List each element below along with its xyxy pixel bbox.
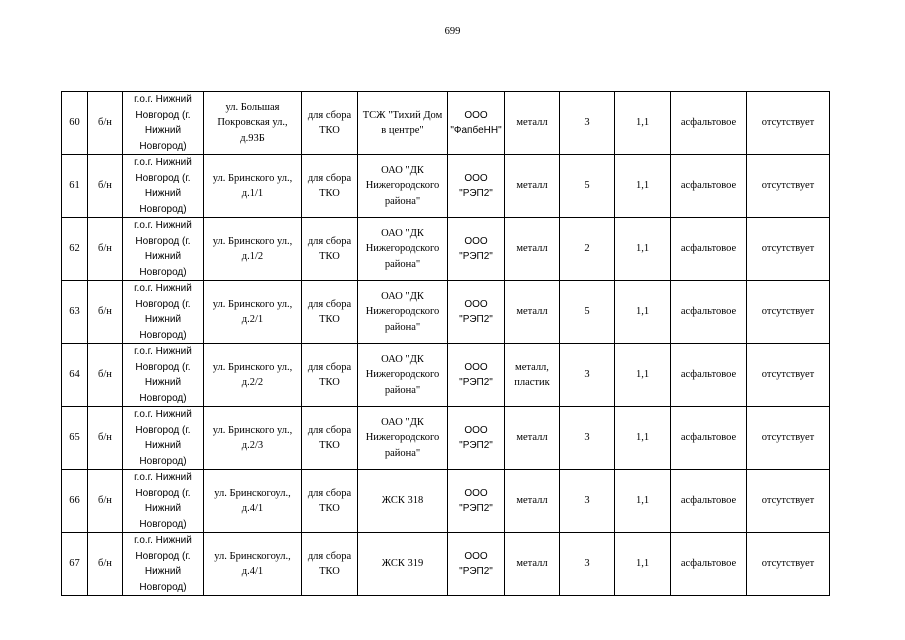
cell-municipality: г.о.г. Нижний Новгород (г. Нижний Новгород) bbox=[123, 533, 204, 596]
page-number: 699 bbox=[444, 26, 461, 37]
cell-container-material: металл bbox=[505, 407, 560, 470]
cell-surface-type: асфальтовое bbox=[671, 218, 747, 281]
cell-municipality: г.о.г. Нижний Новгород (г. Нижний Новгород) bbox=[123, 407, 204, 470]
cell-address: ул. Бринского ул., д.2/3 bbox=[204, 407, 302, 470]
cell-number: 65 bbox=[62, 407, 88, 470]
cell-container-volume: 1,1 bbox=[615, 470, 671, 533]
cell-fence: отсутствует bbox=[747, 92, 830, 155]
cell-container-count: 5 bbox=[560, 155, 615, 218]
cell-registry-number: б/н bbox=[88, 155, 123, 218]
cell-operator: ООО "РЭП2" bbox=[448, 470, 505, 533]
cell-fence: отсутствует bbox=[747, 155, 830, 218]
cell-number: 66 bbox=[62, 470, 88, 533]
cell-owner: ОАО "ДК Нижегородского района" bbox=[358, 218, 448, 281]
cell-surface-type: асфальтовое bbox=[671, 92, 747, 155]
cell-address: ул. Большая Покровская ул., д.93Б bbox=[204, 92, 302, 155]
cell-surface-type: асфальтовое bbox=[671, 155, 747, 218]
cell-registry-number: б/н bbox=[88, 92, 123, 155]
cell-fence: отсутствует bbox=[747, 344, 830, 407]
cell-container-volume: 1,1 bbox=[615, 344, 671, 407]
waste-sites-table bbox=[61, 91, 830, 596]
cell-container-count: 3 bbox=[560, 92, 615, 155]
cell-registry-number: б/н bbox=[88, 533, 123, 596]
cell-container-count: 3 bbox=[560, 344, 615, 407]
cell-municipality: г.о.г. Нижний Новгород (г. Нижний Новгород) bbox=[123, 155, 204, 218]
cell-container-count: 3 bbox=[560, 533, 615, 596]
cell-address: ул. Бринскогоул., д.4/1 bbox=[204, 470, 302, 533]
cell-purpose: для сбора ТКО bbox=[302, 407, 358, 470]
cell-fence: отсутствует bbox=[747, 218, 830, 281]
cell-purpose: для сбора ТКО bbox=[302, 281, 358, 344]
cell-number: 60 bbox=[62, 92, 88, 155]
cell-registry-number: б/н bbox=[88, 218, 123, 281]
cell-owner: ЖСК 319 bbox=[358, 533, 448, 596]
cell-owner: ЖСК 318 bbox=[358, 470, 448, 533]
cell-purpose: для сбора ТКО bbox=[302, 470, 358, 533]
cell-container-material: металл bbox=[505, 470, 560, 533]
cell-container-volume: 1,1 bbox=[615, 533, 671, 596]
cell-address: ул. Бринскогоул., д.4/1 bbox=[204, 533, 302, 596]
cell-address: ул. Бринского ул., д.1/1 bbox=[204, 155, 302, 218]
cell-registry-number: б/н bbox=[88, 407, 123, 470]
cell-operator: ООО "РЭП2" bbox=[448, 407, 505, 470]
cell-fence: отсутствует bbox=[747, 281, 830, 344]
cell-container-volume: 1,1 bbox=[615, 218, 671, 281]
cell-fence: отсутствует bbox=[747, 407, 830, 470]
table-row bbox=[62, 533, 830, 596]
cell-owner: ОАО "ДК Нижегородского района" bbox=[358, 281, 448, 344]
cell-address: ул. Бринского ул., д.1/2 bbox=[204, 218, 302, 281]
cell-purpose: для сбора ТКО bbox=[302, 92, 358, 155]
cell-registry-number: б/н bbox=[88, 470, 123, 533]
cell-container-volume: 1,1 bbox=[615, 407, 671, 470]
cell-fence: отсутствует bbox=[747, 533, 830, 596]
cell-number: 64 bbox=[62, 344, 88, 407]
cell-container-count: 3 bbox=[560, 470, 615, 533]
table-row bbox=[62, 281, 830, 344]
cell-container-volume: 1,1 bbox=[615, 92, 671, 155]
cell-container-material: металл bbox=[505, 92, 560, 155]
cell-municipality: г.о.г. Нижний Новгород (г. Нижний Новгород) bbox=[123, 281, 204, 344]
cell-operator: ООО "РЭП2" bbox=[448, 218, 505, 281]
cell-purpose: для сбора ТКО bbox=[302, 533, 358, 596]
cell-number: 67 bbox=[62, 533, 88, 596]
cell-surface-type: асфальтовое bbox=[671, 470, 747, 533]
table-row bbox=[62, 218, 830, 281]
cell-operator: ООО "ФапбеНН" bbox=[448, 92, 505, 155]
cell-container-volume: 1,1 bbox=[615, 155, 671, 218]
cell-municipality: г.о.г. Нижний Новгород (г. Нижний Новгород) bbox=[123, 92, 204, 155]
cell-address: ул. Бринского ул., д.2/2 bbox=[204, 344, 302, 407]
cell-number: 62 bbox=[62, 218, 88, 281]
cell-container-count: 2 bbox=[560, 218, 615, 281]
table-row bbox=[62, 155, 830, 218]
cell-owner: ТСЖ "Тихий Дом в центре" bbox=[358, 92, 448, 155]
cell-number: 63 bbox=[62, 281, 88, 344]
cell-address: ул. Бринского ул., д.2/1 bbox=[204, 281, 302, 344]
cell-container-count: 3 bbox=[560, 407, 615, 470]
cell-operator: ООО "РЭП2" bbox=[448, 281, 505, 344]
cell-surface-type: асфальтовое bbox=[671, 281, 747, 344]
cell-purpose: для сбора ТКО bbox=[302, 155, 358, 218]
cell-municipality: г.о.г. Нижний Новгород (г. Нижний Новгород) bbox=[123, 218, 204, 281]
cell-container-material: металл bbox=[505, 533, 560, 596]
cell-surface-type: асфальтовое bbox=[671, 533, 747, 596]
table-row bbox=[62, 470, 830, 533]
cell-number: 61 bbox=[62, 155, 88, 218]
cell-operator: ООО "РЭП2" bbox=[448, 155, 505, 218]
cell-container-material: металл, пластик bbox=[505, 344, 560, 407]
cell-owner: ОАО "ДК Нижегородского района" bbox=[358, 344, 448, 407]
cell-container-material: металл bbox=[505, 218, 560, 281]
cell-container-material: металл bbox=[505, 155, 560, 218]
cell-surface-type: асфальтовое bbox=[671, 407, 747, 470]
cell-operator: ООО "РЭП2" bbox=[448, 344, 505, 407]
cell-container-material: металл bbox=[505, 281, 560, 344]
cell-registry-number: б/н bbox=[88, 281, 123, 344]
table-row bbox=[62, 92, 830, 155]
cell-owner: ОАО "ДК Нижегородского района" bbox=[358, 155, 448, 218]
cell-fence: отсутствует bbox=[747, 470, 830, 533]
table-row bbox=[62, 344, 830, 407]
cell-municipality: г.о.г. Нижний Новгород (г. Нижний Новгород) bbox=[123, 344, 204, 407]
cell-container-volume: 1,1 bbox=[615, 281, 671, 344]
table-row bbox=[62, 407, 830, 470]
table-body bbox=[62, 92, 830, 596]
cell-purpose: для сбора ТКО bbox=[302, 218, 358, 281]
cell-surface-type: асфальтовое bbox=[671, 344, 747, 407]
cell-registry-number: б/н bbox=[88, 344, 123, 407]
cell-container-count: 5 bbox=[560, 281, 615, 344]
cell-operator: ООО "РЭП2" bbox=[448, 533, 505, 596]
cell-owner: ОАО "ДК Нижегородского района" bbox=[358, 407, 448, 470]
cell-municipality: г.о.г. Нижний Новгород (г. Нижний Новгород) bbox=[123, 470, 204, 533]
cell-purpose: для сбора ТКО bbox=[302, 344, 358, 407]
